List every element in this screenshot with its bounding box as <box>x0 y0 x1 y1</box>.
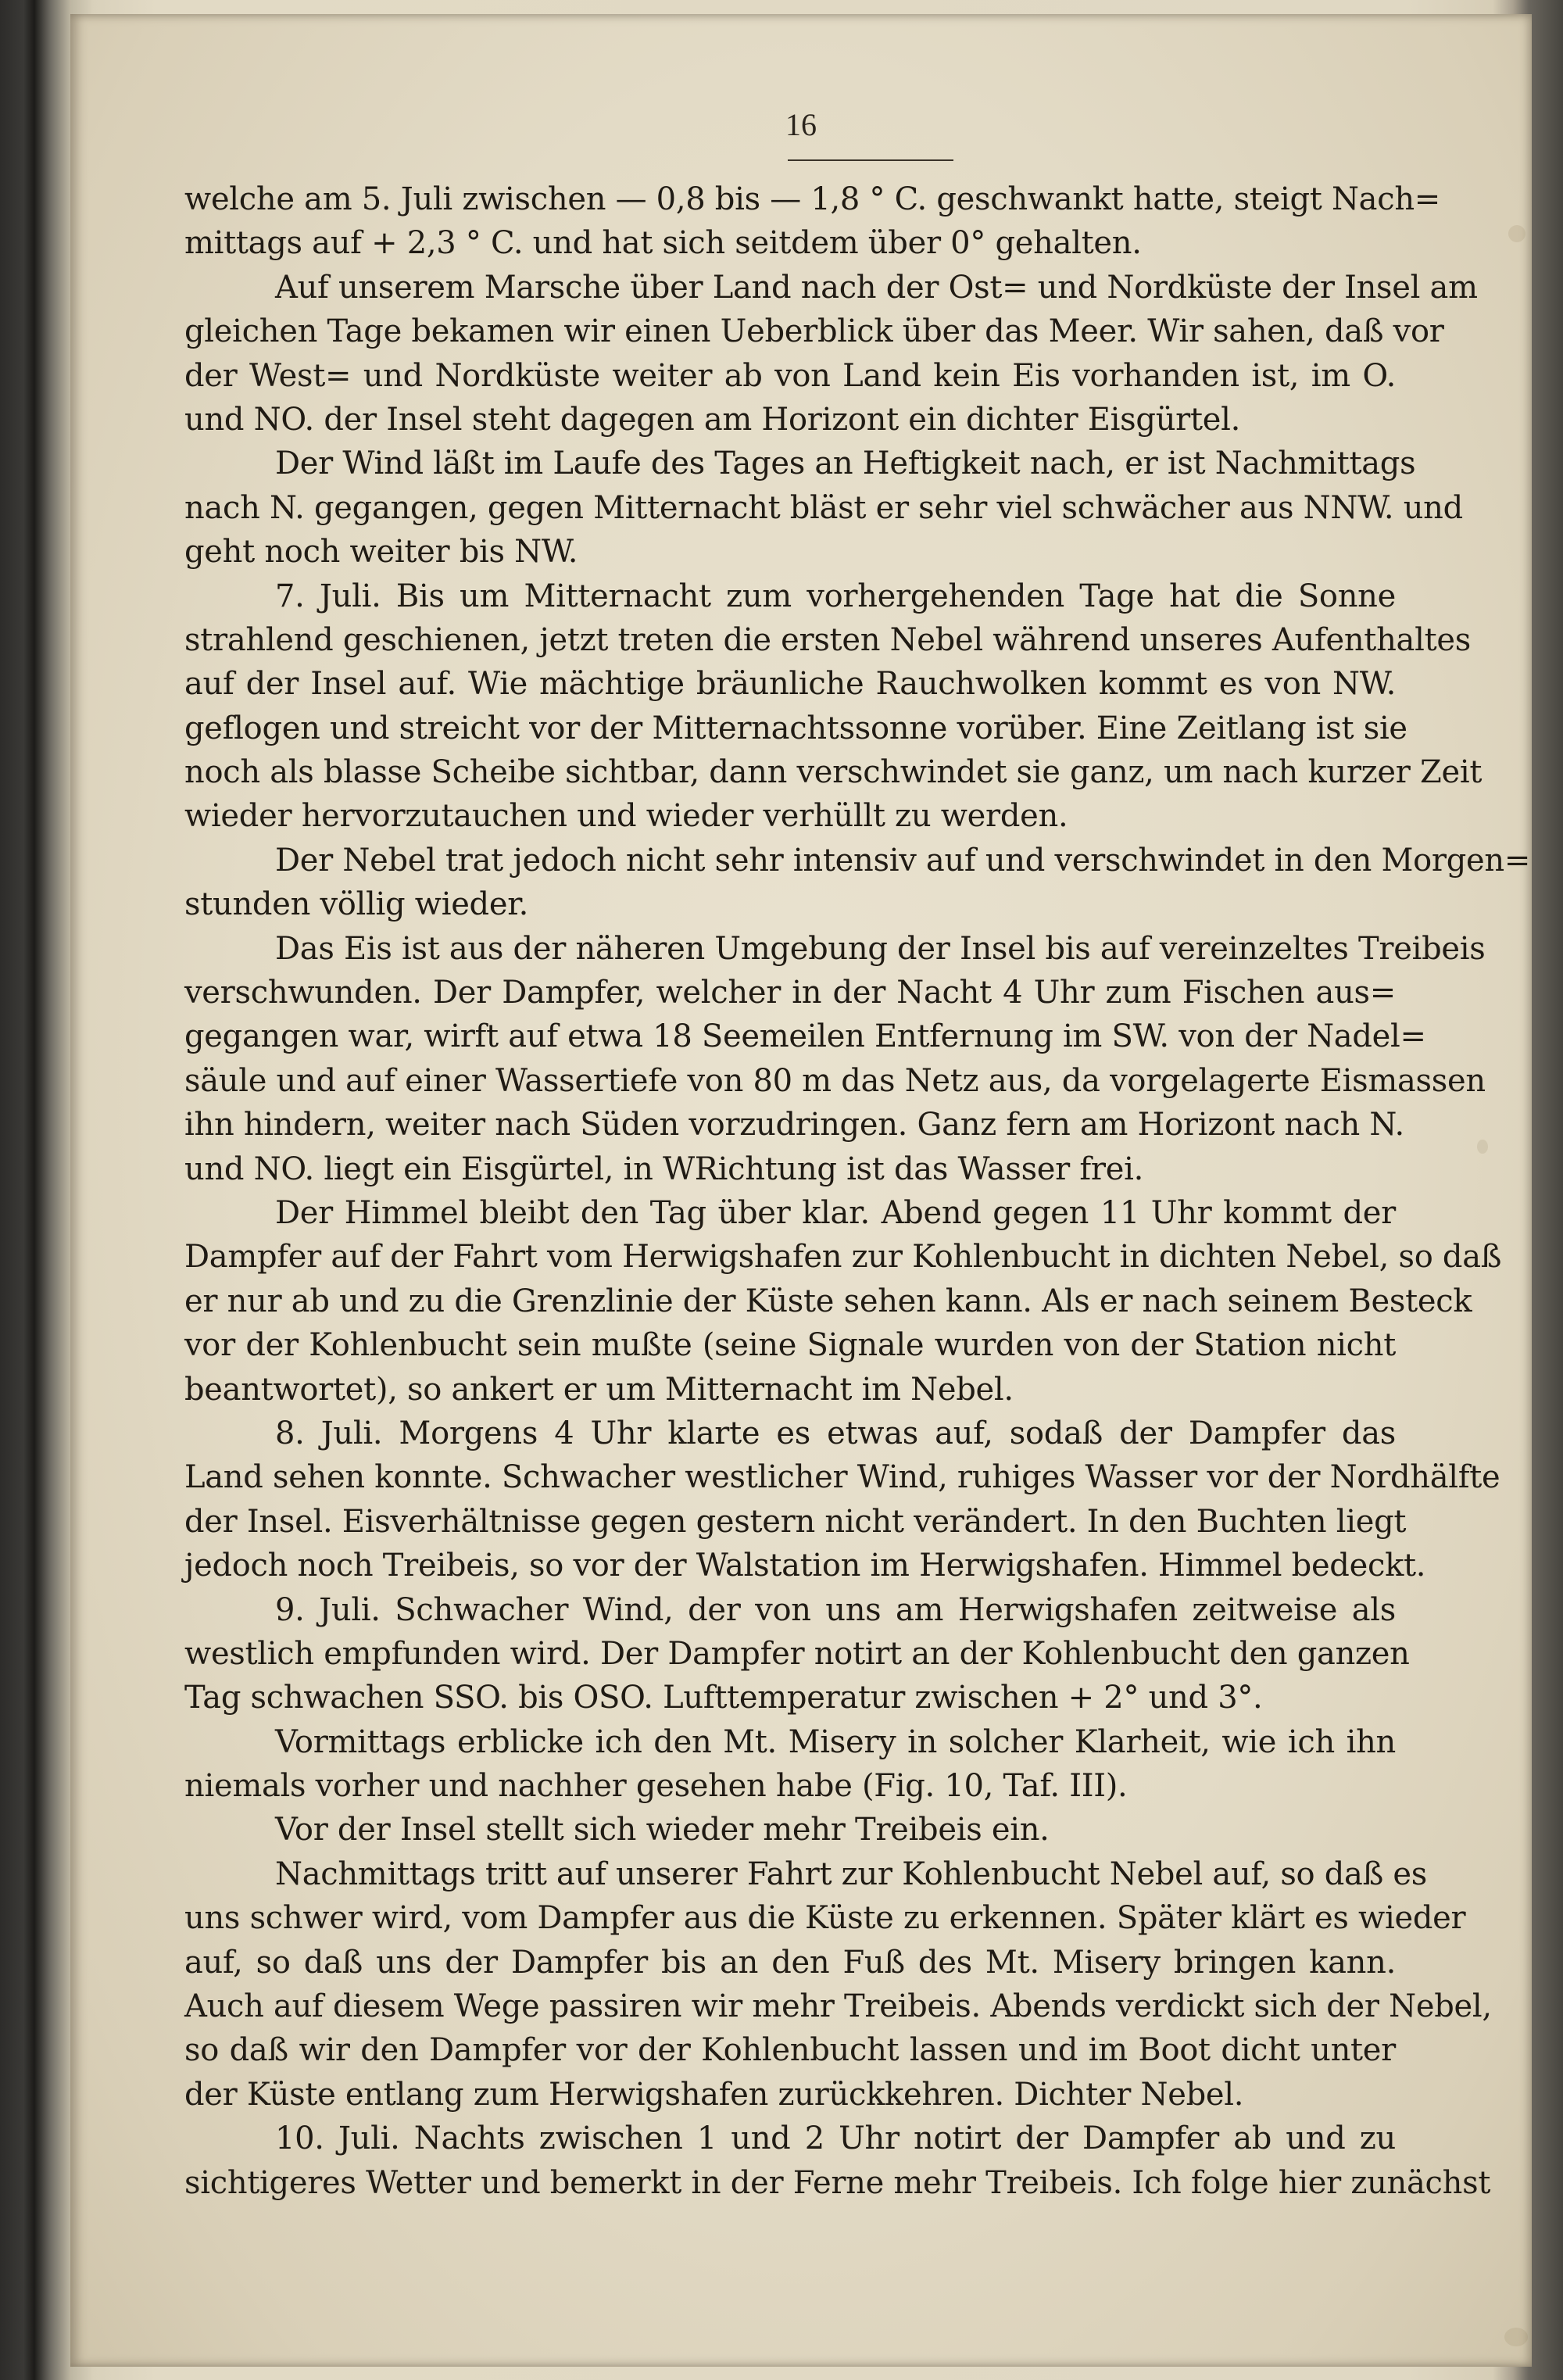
text-line: Land sehen konnte. Schwacher westlicher Wind, ruhiges Wasser vor der Nordhälfte <box>184 1459 1500 1496</box>
body-text <box>184 177 1531 2205</box>
text-line: Vormittags erblicke ich den Mt. Misery in solcher Klarheit, wie ich ihn <box>275 1723 1396 1760</box>
text-line: Der Wind läßt im Laufe des Tages an Heftigkeit nach, er ist Nachmittags <box>275 446 1416 482</box>
text-line: Auf unserem Marsche über Land nach der Ost= und Nordküste der Insel am <box>275 269 1478 306</box>
text-line: westlich empfunden wird. Der Dampfer notirt an der Kohlenbucht den ganzen <box>184 1635 1410 1672</box>
text-line: jedoch noch Treibeis, so vor der Walstation im Herwigshafen. Himmel bedeckt. <box>184 1548 1426 1584</box>
text-line: sichtigeres Wetter und bemerkt in der Ferne mehr Treibeis. Ich folge hier zunächst <box>184 2164 1491 2201</box>
text-line: 10. Juli. Nachts zwischen 1 und 2 Uhr notirt der Dampfer ab und zu <box>275 2121 1396 2157</box>
text-line: geflogen und streicht vor der Mitternachtssonne vorüber. Eine Zeitlang ist sie <box>184 710 1407 746</box>
text-line: Dampfer auf der Fahrt vom Herwigshafen zur Kohlenbucht in dichten Nebel, so daß <box>184 1239 1502 1276</box>
text-line: der Küste entlang zum Herwigshafen zurückkehren. Dichter Nebel. <box>184 2076 1244 2113</box>
text-line: 9. Juli. Schwacher Wind, der von uns am Herwigshafen zeitweise als <box>275 1591 1396 1628</box>
text-line: Nachmittags tritt auf unserer Fahrt zur Kohlenbucht Nebel auf, so daß es <box>275 1856 1428 1892</box>
text-line: und NO. der Insel steht dagegen am Horizont ein dichter Eisgürtel. <box>184 401 1241 438</box>
text-line: welche am 5. Juli zwischen — 0,8 bis — 1,8 ° C. geschwankt hatte, steigt Nach= <box>184 181 1441 217</box>
text-line: er nur ab und zu die Grenzlinie der Küste sehen kann. Als er nach seinem Besteck <box>184 1283 1472 1319</box>
text-line: säule und auf einer Wassertiefe von 80 m das Netz aus, da vorgelagerte Eismassen <box>184 1062 1486 1099</box>
text-line: vor der Kohlenbucht sein mußte (seine Signale wurden von der Station nicht <box>184 1327 1396 1364</box>
text-line: gegangen war, wirft auf etwa 18 Seemeilen Entfernung im SW. von der Nadel= <box>184 1018 1426 1055</box>
text-line: auf der Insel auf. Wie mächtige bräunliche Rauchwolken kommt es von NW. <box>184 666 1396 703</box>
paper-stain <box>1504 2328 1528 2346</box>
text-line: wieder hervorzutauchen und wieder verhüllt zu werden. <box>184 798 1068 835</box>
text-line: Tag schwachen SSO. bis OSO. Lufttemperatur zwischen + 2° und 3°. <box>184 1680 1263 1716</box>
text-line: mittags auf + 2,3 ° C. und hat sich seitdem über 0° gehalten. <box>184 225 1142 262</box>
text-line: Der Himmel bleibt den Tag über klar. Abend gegen 11 Uhr kommt der <box>275 1194 1396 1231</box>
text-line: 8. Juli. Morgens 4 Uhr klarte es etwas auf, sodaß der Dampfer das <box>275 1415 1396 1451</box>
text-line: Vor der Insel stellt sich wieder mehr Treibeis ein. <box>275 1812 1050 1849</box>
text-line: und NO. liegt ein Eisgürtel, in WRichtung ist das Wasser frei. <box>184 1151 1144 1187</box>
text-line: der West= und Nordküste weiter ab von Land kein Eis vorhanden ist, im O. <box>184 357 1396 394</box>
page-number: 16 <box>785 107 817 142</box>
text-line: auf, so daß uns der Dampfer bis an den Fuß des Mt. Misery bringen kann. <box>184 1944 1396 1981</box>
text-line: verschwunden. Der Dampfer, welcher in der Nacht 4 Uhr zum Fischen aus= <box>184 975 1396 1011</box>
text-line: gleichen Tage bekamen wir einen Ueberblick über das Meer. Wir sahen, daß vor <box>184 313 1444 350</box>
text-line: Der Nebel trat jedoch nicht sehr intensiv auf und verschwindet in den Morgen= <box>275 842 1531 879</box>
text-line: uns schwer wird, vom Dampfer aus die Küste zu erkennen. Später klärt es wieder <box>184 1900 1466 1937</box>
text-line: 7. Juli. Bis um Mitternacht zum vorhergehenden Tage hat die Sonne <box>275 578 1396 614</box>
text-line: Auch auf diesem Wege passiren wir mehr Treibeis. Abends verdickt sich der Nebel, <box>184 1988 1492 2025</box>
text-line: strahlend geschienen, jetzt treten die ersten Nebel während unseres Aufenthaltes <box>184 621 1471 658</box>
text-line: noch als blasse Scheibe sichtbar, dann verschwindet sie ganz, um nach kurzer Zeit <box>184 754 1483 791</box>
text-line: ihn hindern, weiter nach Süden vorzudringen. Ganz fern am Horizont nach N. <box>184 1107 1404 1143</box>
text-line: nach N. gegangen, gegen Mitternacht bläst er sehr viel schwächer aus NNW. und <box>184 489 1463 526</box>
text-line: stunden völlig wieder. <box>184 886 529 923</box>
paper-stain <box>1508 225 1525 242</box>
header-rule <box>788 159 953 161</box>
text-line: geht noch weiter bis NW. <box>184 534 578 571</box>
text-line: der Insel. Eisverhältnisse gegen gestern nicht verändert. In den Buchten liegt <box>184 1503 1407 1540</box>
text-line: so daß wir den Dampfer vor der Kohlenbucht lassen und im Boot dicht unter <box>184 2032 1396 2069</box>
text-line: niemals vorher und nachher gesehen habe (Fig. 10, Taf. III). <box>184 1768 1128 1805</box>
text-line: beantwortet), so ankert er um Mitternacht im Nebel. <box>184 1371 1014 1408</box>
text-line: Das Eis ist aus der näheren Umgebung der Insel bis auf vereinzeltes Treibeis <box>275 930 1486 967</box>
paper-stain <box>1477 1140 1488 1154</box>
